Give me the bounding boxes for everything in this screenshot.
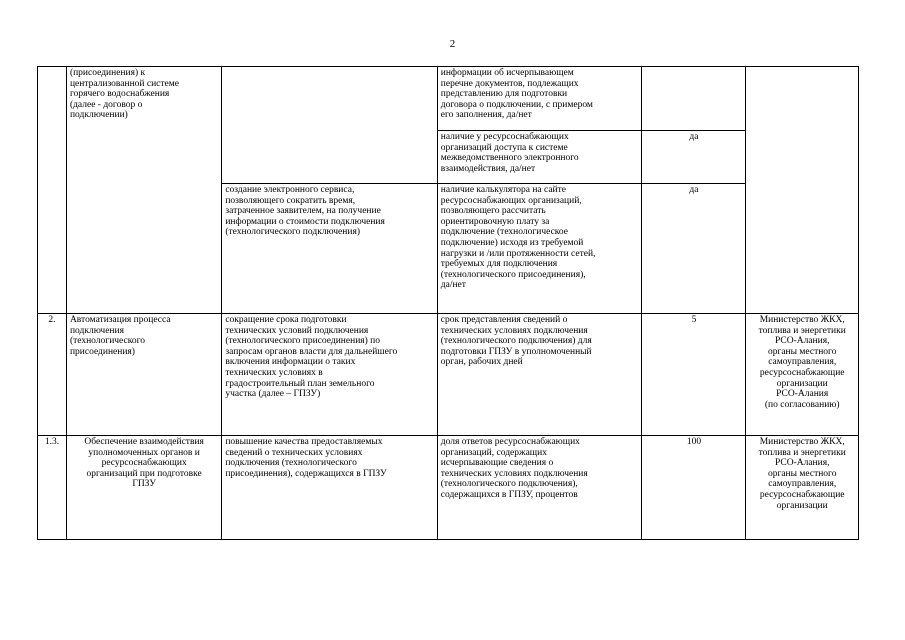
page-number: 2 [449, 38, 456, 50]
cell-result [222, 184, 437, 314]
target-value: да [689, 185, 699, 195]
cell-responsible [746, 314, 859, 436]
responsible-text: Министерство ЖКХ, топлива и энергетики РСО-Алания, органы местного самоуправления, ресурсоснабжающие организации РСО-Алания (по согласованию) [758, 315, 846, 410]
cell-indicator [437, 314, 642, 436]
cell-target [642, 314, 746, 436]
cell-measure [66, 67, 221, 314]
responsible-text: Министерство ЖКХ, топлива и энергетики РСО-Алания, органы местного самоуправления, ресурсоснабжающие организации [758, 437, 846, 511]
table-row [38, 67, 859, 131]
cell-indicator [437, 436, 642, 540]
target-value: 100 [686, 437, 702, 447]
result-text: сокращение срока подготовки технических условий подключения (технологического присоединения) по запросам органов власти для дальнейшего включения информации о таких технических условиях в градостроительный план земельного участка (далее – ГПЗУ) [225, 315, 398, 400]
cell-target [642, 67, 746, 131]
cell-target [642, 184, 746, 314]
cell-target [642, 436, 746, 540]
row-number: 2. [48, 315, 56, 325]
cell-result [222, 314, 437, 436]
measure-text: Обеспечение взаимодействия уполномоченных органов и ресурсоснабжающих организаций при подготовке ГПЗУ [84, 437, 204, 490]
measures-table [37, 66, 859, 540]
measure-text: Автоматизация процесса подключения (технологического присоединения) [69, 315, 171, 357]
cell-responsible [746, 67, 859, 314]
row-number: 1.3. [44, 437, 60, 447]
cell-result [222, 67, 437, 184]
indicator-text: наличие калькулятора на сайте ресурсоснабжающих организаций, позволяющего рассчитать ориентировочную плату за подключение (технологическое подключение) исходя из требуемой нагрузки и /или протяженности сетей, требуемых для подключения (технологического присоединения), да/нет [440, 185, 596, 291]
indicator-text: доля ответов ресурсоснабжающих организаций, содержащих исчерпывающие сведения о технических условиях подключения (технологического подключения), содержащихся в ГПЗУ, процентов [440, 437, 588, 500]
table-row [38, 436, 859, 540]
indicator-text: срок представления сведений о технических условиях подключения (технологического подключения) для подготовки ГПЗУ в уполномоченный орган, рабочих дней [440, 315, 592, 368]
result-text: повышение качества предоставляемых сведений о технических условиях подключения (технологического присоединения), содержащихся в ГПЗУ [225, 437, 387, 479]
cell-indicator [437, 67, 642, 131]
cell-measure [66, 314, 221, 436]
cell-measure [66, 436, 221, 540]
cell-result [222, 436, 437, 540]
cell-number [38, 436, 67, 540]
target-value: да [689, 132, 699, 142]
cell-indicator [437, 184, 642, 314]
indicator-text: наличие у ресурсоснабжающих организаций доступа к системе межведомственного электронного взаимодействия, да/нет [440, 132, 579, 174]
result-text: создание электронного сервиса, позволяющего сократить время, затраченное заявителем, на получение информации о стоимости подключения (технологического подключения) [225, 185, 385, 238]
target-value: 5 [691, 315, 697, 325]
cell-target [642, 131, 746, 184]
indicator-text: информации об исчерпывающем перечне документов, подлежащих представлению для подготовки договора о подключении, с примером его заполнения, да/нет [440, 68, 593, 121]
table-row [38, 314, 859, 436]
cell-number [38, 314, 67, 436]
cell-responsible [746, 436, 859, 540]
cell-indicator [437, 131, 642, 184]
measure-text: (присоединения) к централизованной системе горячего водоснабжения (далее - договор о подключении) [69, 68, 179, 121]
cell-number [38, 67, 67, 314]
